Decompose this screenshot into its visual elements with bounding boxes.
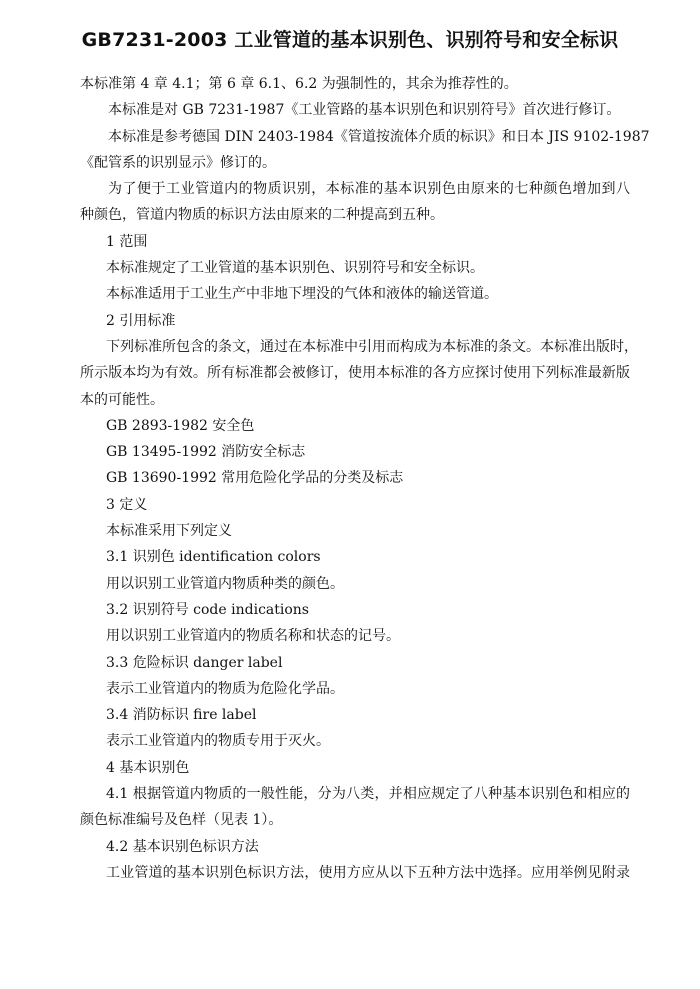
text-line: 本标准规定了工业管道的基本识别色、识别符号和安全标识。 (106, 260, 484, 277)
text-line: 3.2 识别符号 code indications (106, 601, 309, 618)
text-line: 下列标准所包含的条文，通过在本标准中引用而构成为本标准的条文。本标准出版时， (106, 338, 638, 355)
text-line: GB 13690-1992 常用危险化学品的分类及标志 (106, 470, 404, 487)
text-line: 3 定义 (106, 496, 148, 513)
text-line: 所示版本均为有效。所有标准都会被修订，使用本标准的各方应探讨使用下列标准最新版 (80, 365, 630, 382)
text-line: 3.3 危险标识 danger label (106, 654, 283, 671)
page-title: GB7231-2003 工业管道的基本识别色、识别符号和安全标识 (81, 29, 619, 51)
text-line: 用以识别工业管道内物质种类的颜色。 (106, 575, 344, 592)
text-line: 3.1 识别色 identification colors (106, 549, 321, 566)
text-line: 《配管系的识别显示》修订的。 (80, 154, 276, 171)
text-line: 本的可能性。 (80, 391, 164, 408)
text-line: 2 引用标准 (106, 312, 176, 329)
document-body (80, 71, 650, 886)
text-line: GB 2893-1982 安全色 (106, 417, 255, 434)
text-line: 表示工业管道内的物质为危险化学品。 (106, 680, 344, 697)
text-line: 种颜色，管道内物质的标识方法由原来的二种提高到五种。 (80, 207, 444, 224)
text-line: 为了便于工业管道内的物质识别，本标准的基本识别色由原来的七种颜色增加到八 (108, 181, 630, 198)
text-line: 1 范围 (106, 233, 148, 250)
text-line: 4.2 基本识别色标识方法 (106, 838, 259, 855)
text-line: 本标准是参考德国 DIN 2403-1984《管道按流体介质的标识》和日本 JIS 9102-1987 (108, 128, 650, 145)
text-line: 表示工业管道内的物质专用于灭火。 (106, 733, 330, 750)
text-line: 4.1 根据管道内物质的一般性能，分为八类，并相应规定了八种基本识别色和相应的 (106, 786, 630, 803)
text-line: 用以识别工业管道内的物质名称和状态的记号。 (106, 628, 400, 645)
text-line: 工业管道的基本识别色标识方法，使用方应从以下五种方法中选择。应用举例见附录 (106, 864, 630, 881)
text-line: 4 基本识别色 (106, 759, 190, 776)
text-line: 颜色标准编号及色样（见表 1）。 (80, 812, 283, 829)
text-line: GB 13495-1992 消防安全标志 (106, 444, 306, 461)
text-line: 本标准采用下列定义 (106, 523, 232, 540)
text-line: 本标准第 4 章 4.1；第 6 章 6.1、6.2 为强制性的，其余为推荐性的。 (80, 76, 518, 92)
text-line: 本标准是对 GB 7231-1987《工业管路的基本识别色和识别符号》首次进行修订。 (108, 102, 621, 119)
text-line: 3.4 消防标识 fire label (106, 707, 257, 724)
text-line: 本标准适用于工业生产中非地下埋没的气体和液体的输送管道。 (106, 286, 498, 303)
